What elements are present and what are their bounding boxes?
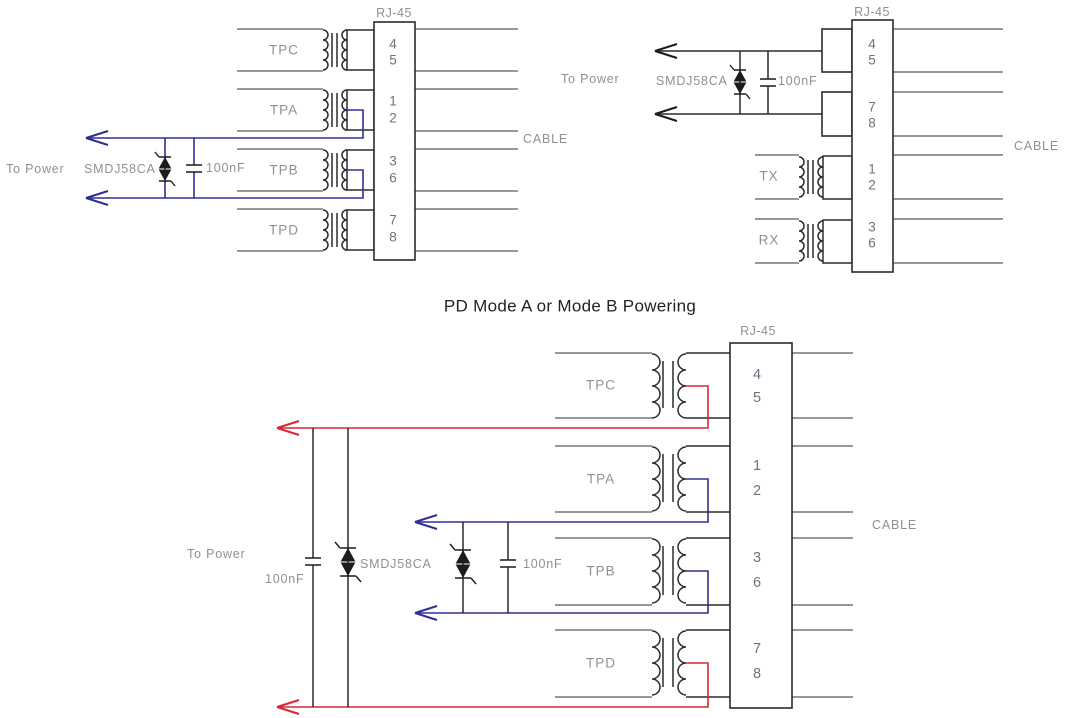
pin-number: 3 <box>389 153 397 169</box>
pin-number: 1 <box>389 93 397 109</box>
capacitor-icon <box>760 79 776 86</box>
pin-number: 3 <box>752 550 762 566</box>
to-power-label: To Power <box>561 72 620 86</box>
top-left-transformer-coils <box>323 30 374 250</box>
tvs-label: SMDJ58CA <box>360 557 432 571</box>
bottom-pair-wires <box>555 353 652 697</box>
tvs-label: SMDJ58CA <box>656 74 728 88</box>
top-left-cable-wires <box>415 29 518 251</box>
cable-label: CABLE <box>1014 139 1059 153</box>
bottom-cable-wires <box>792 353 853 697</box>
top-left-pair-wires <box>237 29 323 251</box>
bottom-transformer-coils <box>652 354 686 695</box>
pin-number: 6 <box>868 235 876 251</box>
pin-number: 7 <box>868 99 876 115</box>
pin-number: 8 <box>752 666 762 682</box>
rj45-label: RJ-45 <box>740 324 776 338</box>
diagram-top-right <box>561 5 1059 272</box>
pin-number: 1 <box>752 458 762 474</box>
cap-label: 100nF <box>206 161 246 175</box>
transformer-label-tpc: TPC <box>269 42 299 58</box>
cap-label: 100nF <box>778 74 818 88</box>
pin-number: 7 <box>752 641 762 657</box>
rj45-label: RJ-45 <box>854 5 890 19</box>
pin-number: 5 <box>752 390 762 406</box>
pin-number: 2 <box>389 110 397 126</box>
top-right-cable-wires <box>893 29 1003 263</box>
transformer-label-tpa: TPA <box>269 102 299 118</box>
pin-number: 5 <box>389 52 397 68</box>
pin-block-78 <box>822 92 852 136</box>
cable-label: CABLE <box>523 132 568 146</box>
pin-number: 4 <box>389 36 397 52</box>
diagram-top-left <box>6 6 568 260</box>
to-power-label: To Power <box>6 162 65 176</box>
rj45-label: RJ-45 <box>376 6 412 20</box>
pin-number: 4 <box>868 36 876 52</box>
transformer-label-tpb: TPB <box>269 162 299 178</box>
pin-number: 5 <box>868 52 876 68</box>
pin-number: 2 <box>752 483 762 499</box>
capacitor-icon <box>186 165 202 172</box>
pin-number: 8 <box>389 229 397 245</box>
pin-number: 4 <box>752 367 762 383</box>
transformer-label-tpa: TPA <box>586 471 616 487</box>
top-right-transformer-coils <box>799 156 852 263</box>
cable-label: CABLE <box>872 518 917 532</box>
transformer-label-tx: TX <box>759 168 779 184</box>
cap-label-left: 100nF <box>265 572 305 586</box>
pin-number: 8 <box>868 115 876 131</box>
pin-block-45 <box>822 29 852 72</box>
transformer-label-tpb: TPB <box>586 563 616 579</box>
to-power-label: To Power <box>187 547 246 561</box>
diagram-bottom <box>187 297 917 715</box>
transformer-label-rx: RX <box>758 232 780 248</box>
capacitor-icon <box>500 560 516 567</box>
capacitor-icon <box>305 558 321 565</box>
pin-number: 6 <box>389 170 397 186</box>
pin-number: 6 <box>752 575 762 591</box>
pin-number: 1 <box>868 161 876 177</box>
pin-number: 2 <box>868 177 876 193</box>
pin-number: 3 <box>868 219 876 235</box>
transformer-label-tpd: TPD <box>586 655 616 671</box>
transformer-label-tpd: TPD <box>269 222 299 238</box>
pin-number: 7 <box>389 212 397 228</box>
transformer-label-tpc: TPC <box>586 377 616 393</box>
tvs-label: SMDJ58CA <box>84 162 156 176</box>
cap-label-right: 100nF <box>523 557 563 571</box>
diagram-title: PD Mode A or Mode B Powering <box>443 296 697 316</box>
bottom-power-rails <box>277 386 708 714</box>
